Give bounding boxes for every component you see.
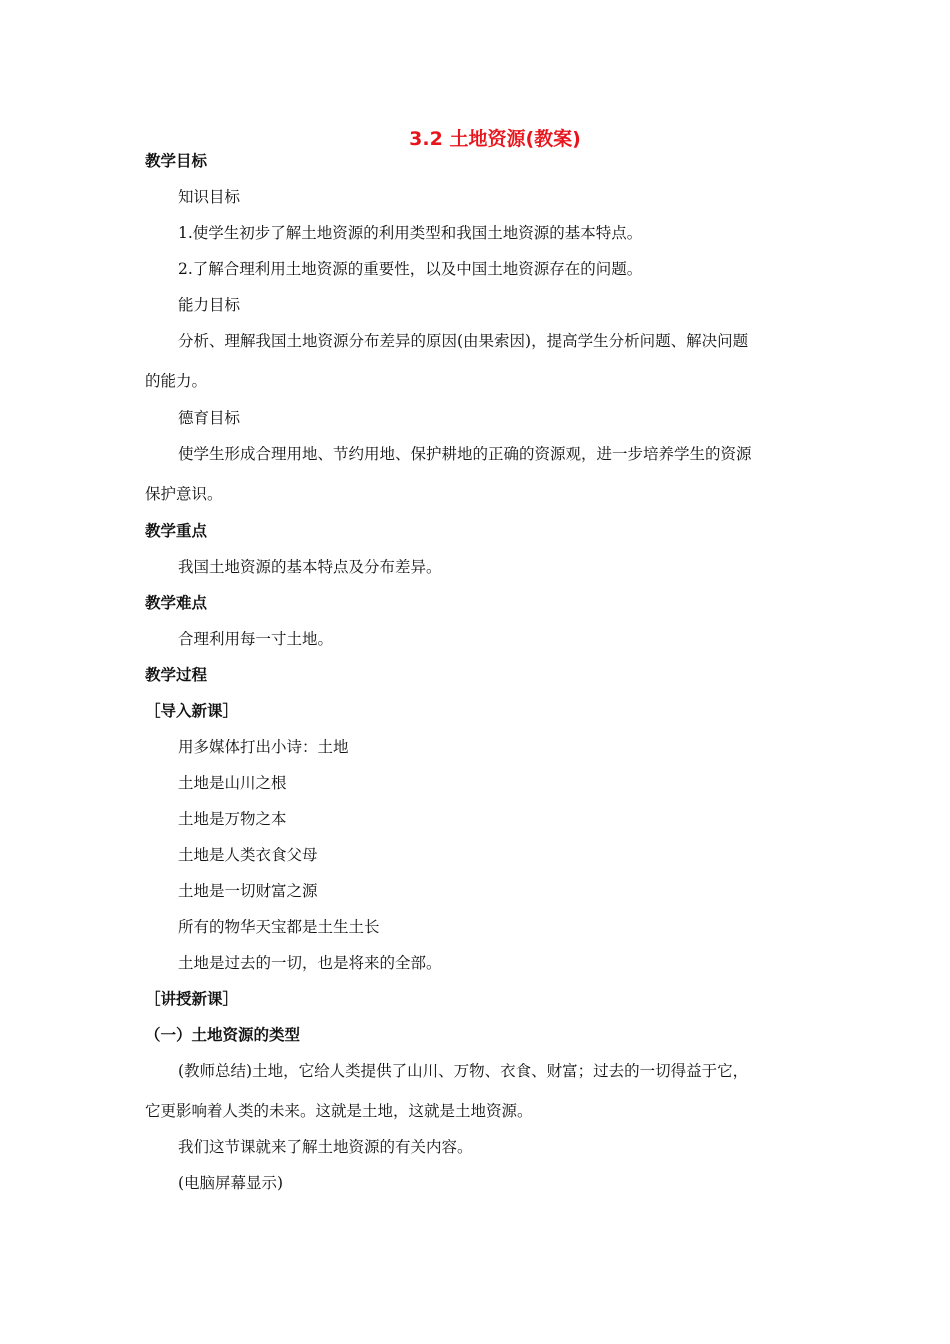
screen-note: (电脑屏幕显示) <box>178 1174 284 1192</box>
process-heading: 教学过程 <box>145 666 208 684</box>
part1-heading: （一）土地资源的类型 <box>145 1026 301 1044</box>
lesson-text: 我们这节课就来了解土地资源的有关内容。 <box>178 1138 473 1156</box>
poem-line: 土地是山川之根 <box>178 774 287 792</box>
key-text: 我国土地资源的基本特点及分布差异。 <box>178 558 442 576</box>
poem-line: 土地是万物之本 <box>178 810 287 828</box>
lecture-heading: ［讲授新课］ <box>145 990 239 1008</box>
knowledge-heading: 知识目标 <box>178 188 241 206</box>
key-heading: 教学重点 <box>145 522 208 540</box>
moral-heading: 德育目标 <box>178 409 241 427</box>
objectives-heading: 教学目标 <box>145 152 208 170</box>
poem-intro: 用多媒体打出小诗：土地 <box>178 738 349 756</box>
document-title: 3.2 土地资源(教案) <box>409 128 581 150</box>
poem-line: 所有的物华天宝都是土生土长 <box>178 918 380 936</box>
moral-text-line-1: 使学生形成合理用地、节约用地、保护耕地的正确的资源观，进一步培养学生的资源 <box>178 445 752 463</box>
poem-line: 土地是人类衣食父母 <box>178 846 318 864</box>
knowledge-item-1: 1.使学生初步了解土地资源的利用类型和我国土地资源的基本特点。 <box>178 224 643 242</box>
ability-heading: 能力目标 <box>178 296 241 314</box>
ability-text-line-2: 的能力。 <box>145 372 208 390</box>
summary-line-2: 它更影响着人类的未来。这就是土地，这就是土地资源。 <box>145 1102 533 1120</box>
poem-line: 土地是过去的一切，也是将来的全部。 <box>178 954 442 972</box>
poem-line: 土地是一切财富之源 <box>178 882 318 900</box>
summary-line-1: (教师总结)土地，它给人类提供了山川、万物、衣食、财富；过去的一切得益于它， <box>178 1062 749 1080</box>
ability-text-line-1: 分析、理解我国土地资源分布差异的原因(由果索因)，提高学生分析问题、解决问题 <box>178 332 749 350</box>
difficulty-heading: 教学难点 <box>145 594 208 612</box>
difficulty-text: 合理利用每一寸土地。 <box>178 630 334 648</box>
knowledge-item-2: 2.了解合理利用土地资源的重要性，以及中国土地资源存在的问题。 <box>178 260 643 278</box>
moral-text-line-2: 保护意识。 <box>145 485 223 503</box>
intro-heading: ［导入新课］ <box>145 702 239 720</box>
